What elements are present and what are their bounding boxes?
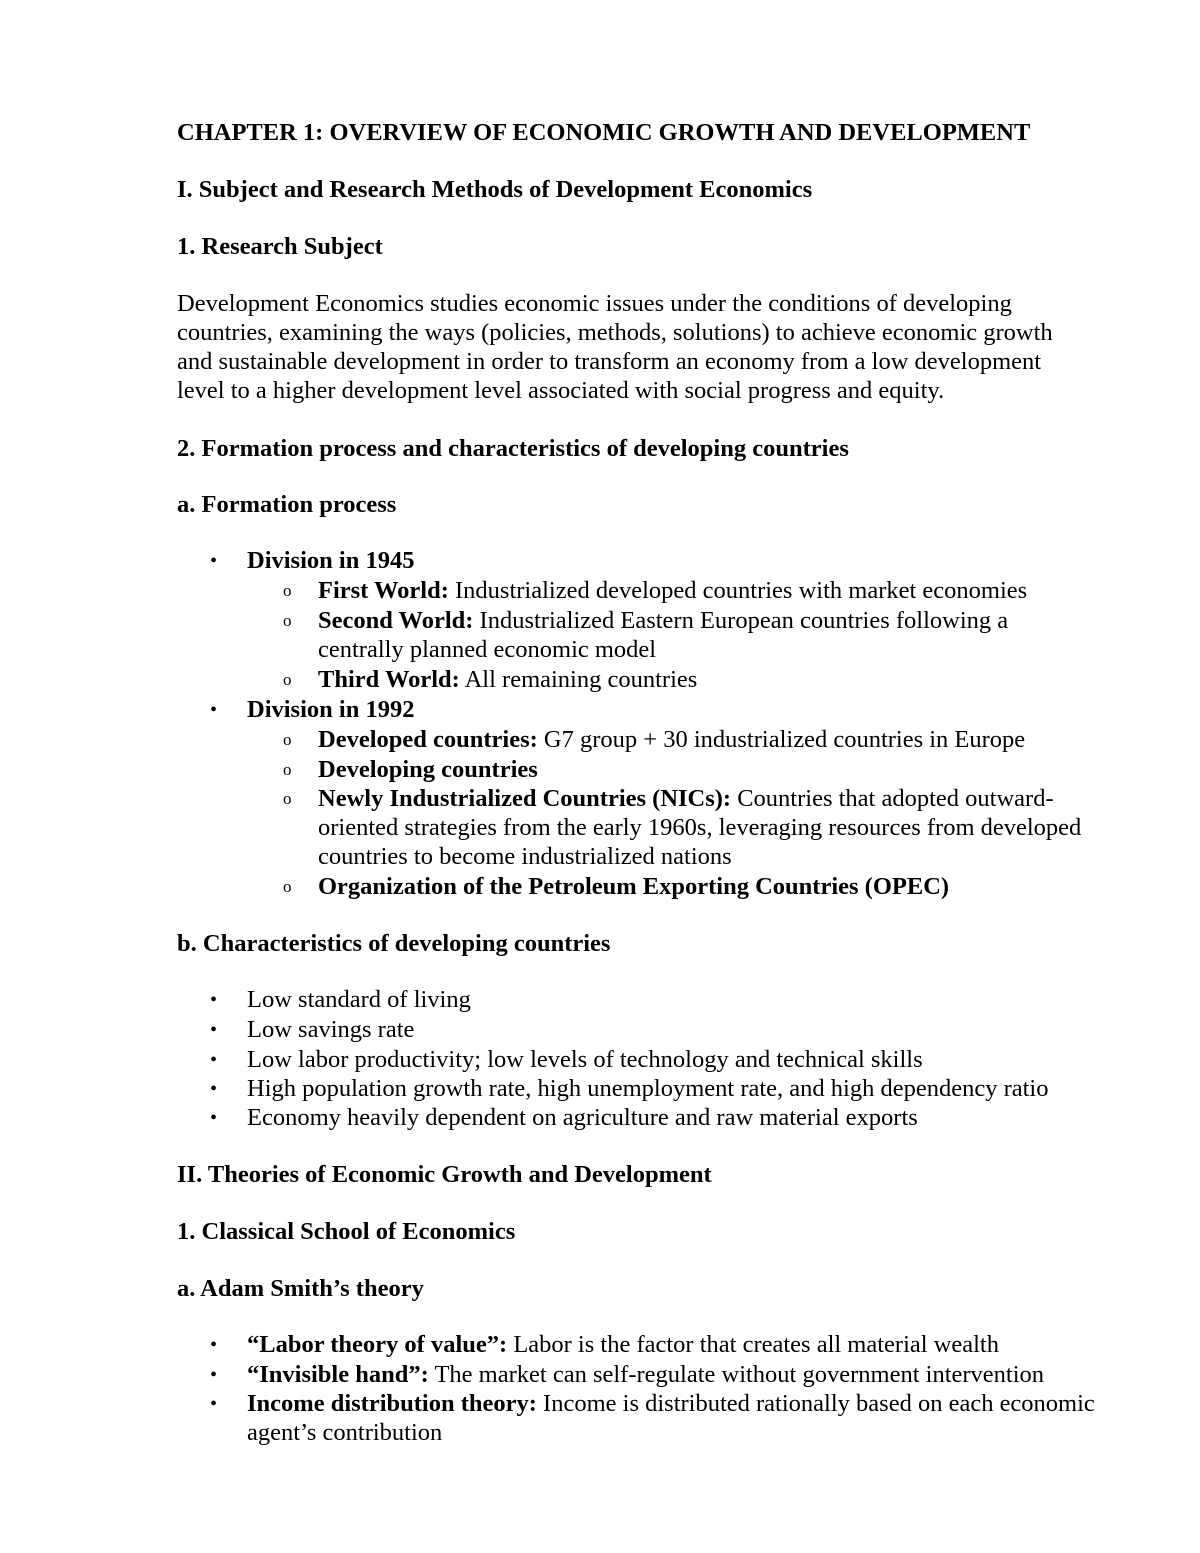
circle-bullet-icon: o [283,730,292,749]
list-item: High population growth rate, high unemployment rate, and high dependency ratio [247,1075,1049,1102]
list-item-division-1992: Division in 1992 [247,696,415,723]
labor-theory-label: “Labor theory of value”: [247,1331,508,1358]
circle-bullet-icon: o [283,789,292,808]
list-item: Low labor productivity; low levels of technology and technical skills [247,1046,923,1073]
list-item: Economy heavily dependent on agriculture and raw material exports [247,1104,918,1131]
nics-label: Newly Industrialized Countries (NICs): [318,785,732,812]
section-heading-1: I. Subject and Research Methods of Development Economics [177,176,813,203]
second-world-label: Second World: [318,607,474,634]
paragraph-line: and sustainable development in order to transform an economy from a low development [177,348,1042,375]
list-item: Low standard of living [247,986,471,1013]
nics-text: Countries that adopted outward- [731,785,1054,812]
list-item-opec: Organization of the Petroleum Exporting Countries (OPEC) [318,873,950,900]
invisible-hand-text: The market can self-regulate without government intervention [428,1361,1045,1388]
circle-bullet-icon: o [283,611,292,630]
paragraph-line: Development Economics studies economic issues under the conditions of developing [177,290,1012,317]
bullet-icon: • [210,1364,218,1386]
circle-bullet-icon: o [283,877,292,896]
bullet-icon: • [210,1049,218,1071]
subheading-adam-smith: a. Adam Smith’s theory [177,1275,424,1302]
list-item-labor-theory [247,1330,999,1360]
list-item-third-world [318,665,697,695]
list-item-developed-countries [318,725,1025,755]
list-item-first-world [318,576,1027,606]
developed-text: G7 group + 30 industrialized countries in Europe [537,726,1026,753]
paragraph-line: level to a higher development level associated with social progress and equity. [177,377,945,404]
circle-bullet-icon: o [283,581,292,600]
subsection-heading-formation: 2. Formation process and characteristics of developing countries [177,435,849,462]
paragraph-line: countries, examining the ways (policies, methods, solutions) to achieve economic growth [177,319,1053,346]
chapter-title: CHAPTER 1: OVERVIEW OF ECONOMIC GROWTH AND DEVELOPMENT [177,119,1031,146]
invisible-hand-label: “Invisible hand”: [247,1361,429,1388]
list-item-nics-cont: oriented strategies from the early 1960s, leveraging resources from developed [318,814,1082,841]
first-world-text: Industrialized developed countries with market economies [448,577,1028,604]
bullet-icon: • [210,1078,218,1100]
section-heading-2: II. Theories of Economic Growth and Development [177,1161,712,1188]
subheading-formation-process: a. Formation process [177,491,397,518]
list-item-second-world-cont: centrally planned economic model [318,636,657,663]
bullet-icon: • [210,699,218,721]
list-item-nics-cont: countries to become industrialized nations [318,843,732,870]
labor-theory-text: Labor is the factor that creates all material wealth [507,1331,999,1358]
bullet-icon: • [210,1107,218,1129]
income-distribution-label: Income distribution theory: [247,1390,537,1417]
circle-bullet-icon: o [283,670,292,689]
bullet-icon: • [210,1393,218,1415]
list-item-nics [318,784,1054,814]
list-item-invisible-hand [247,1360,1044,1390]
bullet-icon: • [210,1334,218,1356]
second-world-text: Industrialized Eastern European countries following a [473,607,1009,634]
list-item-income-distribution-cont: agent’s contribution [247,1419,443,1446]
subsection-heading-research-subject: 1. Research Subject [177,233,383,260]
list-item-second-world [318,606,1008,636]
bullet-icon: • [210,989,218,1011]
list-item-developing-countries: Developing countries [318,756,538,783]
bullet-icon: • [210,1019,218,1041]
circle-bullet-icon: o [283,760,292,779]
subsection-heading-classical: 1. Classical School of Economics [177,1218,516,1245]
third-world-label: Third World: [318,666,460,693]
first-world-label: First World: [318,577,449,604]
list-item-income-distribution [247,1389,1095,1419]
third-world-text: All remaining countries [459,666,698,693]
list-item-division-1945: Division in 1945 [247,547,415,574]
list-item: Low savings rate [247,1016,415,1043]
income-distribution-text: Income is distributed rationally based on each economic [536,1390,1095,1417]
developed-label: Developed countries: [318,726,538,753]
subheading-characteristics: b. Characteristics of developing countries [177,930,611,957]
bullet-icon: • [210,550,218,572]
